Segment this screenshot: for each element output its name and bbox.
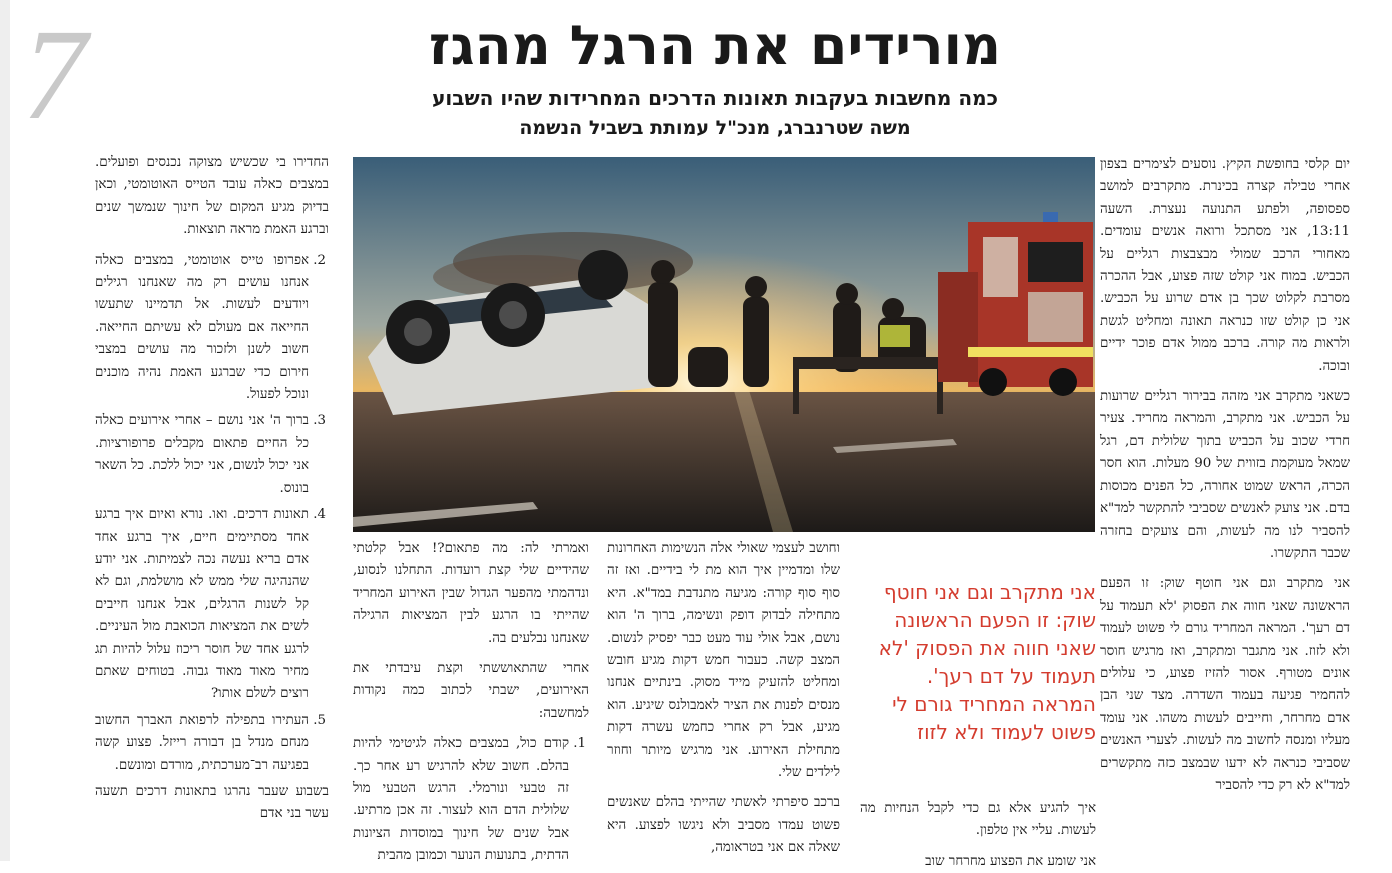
page-edge: [0, 0, 10, 861]
paragraph: אני שומע את הפצוע מחרחר שוב: [925, 853, 1096, 869]
article-column-3: [607, 538, 840, 861]
paragraph: ברכב סיפרתי לאשתי שהייתי בהלם שאנשים פשוט עמדו מסביב ולא ניגשו לפצוע. היא שאלה אם אני בטראומה,: [607, 795, 840, 856]
thoughts-list: [353, 733, 589, 867]
article-byline: משה שטרנברג, מנכ"ל עמותת בשביל הנשמה: [519, 117, 911, 139]
paragraph: יום קלסי בחופשת הקיץ. נוסעים לצימרים בצפון אחרי טבילה קצרה בכינרת. מתקרבים למושב ספסופה, ולפתע התנועה נעצרת. השעה 13:11, אני מסתכל ורואה אנשים עומדים. מאחורי הרכב שמולי מבצבצות רגליים על הכביש. במוח אני קולט שזה פצוע, אבל ההכרה מסרבת לקלוט שכך בן אדם שרוע על הכביש. אני כן קולט שזו כנראה תאונה ומחליט לגשת ולראות מה קורה. ברכב ממול אדם פוכר ידיים ובוכה.: [1100, 157, 1350, 374]
page-number: 7: [22, 3, 87, 147]
list-item: 3. ברוך ה' אני נושם – אחרי אירועים כאלה כל החיים פתאום מקבלים פרופורציות. אני יכול לנשום, אני יכול ללכת. כל השאר בונוס.: [95, 410, 309, 500]
article-column-2: [860, 798, 1096, 869]
paragraph: אני מתקרב וגם אני חוטף שוק: זו הפעם הראשונה שאני חווה את הפסוק 'לא תעמוד על דם רעך'. המראה המחריד גורם לי פשוט לעמוד ולא לזוז. אני מתגבר ומתקרב, ואז מרגיש חוסר אונים מטורף. אסור להזיז פצוע, כי עלולים להחמיר פגיעה בעמוד השדרה. מצד שני הבן אדם מחרחר, וחייבים לעשות משהו. אני עומד מעליו ומנסה לחשוב מה לעשות. לצערי האנשים שסביבי כנראה לא ידעו שבמצב כזה מתקשרים למד"א לא רק כדי להסביר: [1100, 576, 1350, 793]
paragraph: וחושב לעצמי שאולי אלה הנשימות האחרונות שלו ומדמיין איך הוא מת לי בידיים. ואז זה סוף סוף קורה: מגיעה מתנדבת במד"א. היא מתחילה לבדוק דופק ונשימה, ברוך ה' הוא נושם, אבל אולי עוד מעט כבר יפסיק לנשום. המצב קשה. כעבור חמש דקות מגיע חובש ומחליט להזעיק מייד מסוק. בינתיים אנחנו מנסים לפנות את הציר לאמבולנס שיגיע. הוא מגיע, אבל רק אחרי כחמש עשרה דקות מתחילת האירוע. אני מרגיש מיותר וחוזר לילדים שלי.: [607, 541, 840, 781]
paragraph: בשבוע שעבר נהרגו בתאונות דרכים תשעה עשר בני אדם: [95, 783, 329, 822]
list-item: 2. אפרופו טייס אוטומטי, במצבים כאלה אנחנו עושים רק מה שאנחנו רגילים ויודעים לעשות. אל תדמיינו שתעשו החייאה אם מעולם לא עשיתם החייאה. חשוב לשנן ולזכור מה עושים במצבי חירום כדי שברגע האמת נהיה מוכנים ונוכל לפעול.: [95, 250, 309, 407]
paragraph: כשאני מתקרב אני מזהה בבירור רגליים שרועות על הכביש. אני מתקרב, והמראה מחריד. צעיר חרדי שכוב על הכביש בתוך שלולית דם, רגל שמאל מעוקמת בזווית של 90 מעלות. הוא חסר הכרה, הראש שמוט אחורה, כל הפנים מכוסות בדם. אני צועק לאנשים שסביבי להתקשר למד"א להסביר לנו מה לעשות, והם צועקים בחזרה שכבר התקשרו.: [1100, 389, 1350, 561]
article-column-5: [95, 152, 329, 861]
article-column-4: [353, 538, 589, 864]
paragraph: אחרי שהתאוששתי וקצת עיבדתי את האירועים, ישבתי לכתוב כמה נקודות למחשבה:: [353, 661, 589, 721]
accident-photo: [353, 157, 1095, 532]
pull-quote: אני מתקרב וגם אני חוטף שוק: זו הפעם הראשונה שאני חווה את הפסוק 'לא תעמוד על דם רעך'. המראה המחריד גורם לי פשוט לעמוד ולא לזוז: [878, 580, 1096, 744]
paragraph: החדירו בי שכשיש מצוקה נכנסים ופועלים. במצבים כאלה עובד הטייס האוטומטי, וכאן בדיוק מגיע המקום של חינוך שנמשך שנים וברגע האמת מראה תוצאות.: [95, 155, 329, 238]
list-item: 4. תאונות דרכים. ואו. נורא ואיום איך ברגע אחד מסתיימים חיים, איך ברגע אחד אדם בריא נעשה נכה לצמיתות. אני יודע שהנהיגה שלי ממש לא מושלמת, וגם לא קל לשנות הרגלים, אבל אנחנו חייבים לשים את המציאות הכואבת מול העיניים. לרגע אחד של חוסר ריכוז עלול להיות תג מחיר מאוד מאוד גבוה. בטוחים שאתם רוצים לשלם אותו?: [95, 504, 309, 706]
paragraph: ואמרתי לה: מה פתאום?! אבל קלטתי שהידיים שלי קצת רועדות. התחלנו לנסוע, ונדהמתי מהפער הגדול שבין האירוע המחריד שהייתי בו הרגע לבין המציאות הרגילה שאנחנו נבלעים בה.: [353, 541, 589, 646]
article-title: מורידים את הרגל מהגז: [428, 14, 1002, 77]
article-column-1: [1100, 154, 1350, 861]
paragraph: איך להגיע אלא גם כדי לקבל הנחיות מה לעשות. עליי אין טלפון.: [860, 801, 1096, 839]
article-subtitle: כמה מחשבות בעקבות תאונות הדרכים המחרידות שהיו השבוע: [432, 86, 998, 110]
photo-illustration: [353, 157, 1095, 532]
thoughts-list-continued: [95, 250, 329, 777]
list-item: 1. קודם כול, במצבים כאלה לגיטימי להיות בהלם. חשוב שלא להרגיש רע אחר כך. זה טבעי ונורמלי. הרגש הטבעי מול שלולית הדם הוא לעצור. זה אכן מרתיע. אבל שנים של חינוך במוסדות הציונות הדתית, בתנועות הנוער וכמובן מהבית: [353, 733, 569, 867]
list-item: 5. העתירו בתפילה לרפואת האברך החשוב מנחם מנדל בן דבורה רייזל. פצוע קשה בפגיעה רב־מערכתית, מורדם ומונשם.: [95, 710, 309, 777]
